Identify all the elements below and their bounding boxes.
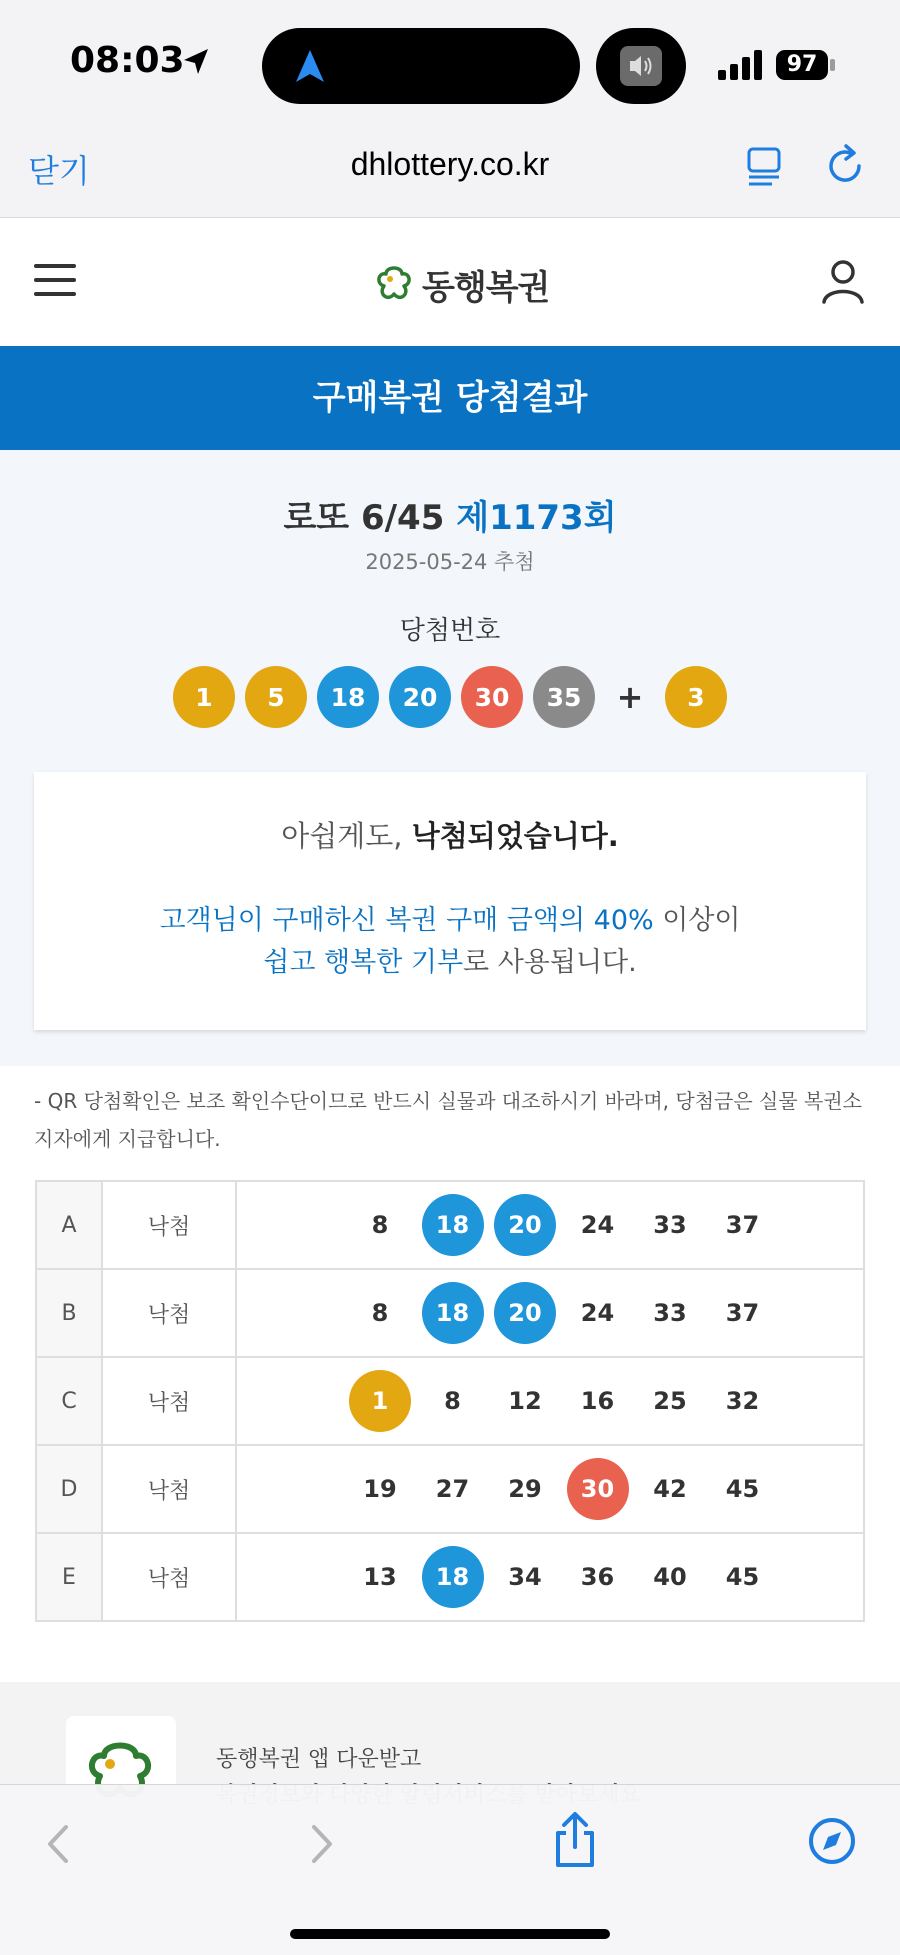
- ticket-number: 34: [508, 1563, 542, 1591]
- number-group: [349, 1370, 863, 1432]
- number-group: [349, 1458, 863, 1520]
- line-numbers: [236, 1445, 864, 1533]
- ticket-table: [35, 1180, 865, 1622]
- game-name: 로또 6/45: [283, 498, 445, 538]
- ticket-number: 32: [725, 1387, 760, 1415]
- menu-icon[interactable]: [34, 262, 76, 298]
- ticket-number: 40: [653, 1563, 687, 1591]
- ticket-number: 16: [580, 1387, 615, 1415]
- ticket-number: 37: [725, 1299, 760, 1327]
- ticket-number: 29: [508, 1475, 542, 1503]
- address-bar[interactable]: dhlottery.co.kr: [350, 146, 550, 182]
- line-label: C: [36, 1357, 102, 1445]
- line-result: 낙첨: [102, 1357, 236, 1445]
- table-row: [36, 1445, 864, 1533]
- clover-logo-icon: [372, 264, 414, 306]
- number-group: [349, 1194, 863, 1256]
- ticket-number: 24: [580, 1299, 615, 1327]
- table-row: [36, 1533, 864, 1621]
- ticket-number: 8: [371, 1211, 389, 1239]
- dynamic-island: [262, 28, 580, 104]
- line-numbers: [236, 1533, 864, 1621]
- matched-number: 20: [494, 1282, 556, 1344]
- reader-icon[interactable]: [746, 146, 784, 186]
- navigation-icon: [292, 48, 328, 84]
- winning-ball: 18: [317, 666, 379, 728]
- matched-number: 18: [422, 1546, 484, 1608]
- ticket-number: 25: [653, 1387, 687, 1415]
- winning-ball: 35: [533, 666, 595, 728]
- forward-icon[interactable]: [306, 1821, 338, 1867]
- winning-numbers-label: 당첨번호: [399, 616, 501, 646]
- line-numbers: [236, 1181, 864, 1269]
- donation-highlight-2: 쉽고 행복한 기부: [263, 947, 464, 978]
- donation-text-2: 로 사용됩니다.: [463, 947, 637, 978]
- line-result: 낙첨: [102, 1445, 236, 1533]
- battery-tip: [830, 59, 835, 71]
- winning-ball: 20: [389, 666, 451, 728]
- line-result: 낙첨: [102, 1269, 236, 1357]
- donation-line-2: [34, 940, 866, 979]
- share-icon[interactable]: [552, 1811, 598, 1869]
- site-logo[interactable]: [372, 260, 549, 309]
- line-numbers: [236, 1269, 864, 1357]
- compass-icon[interactable]: [808, 1817, 856, 1865]
- status-bar: [0, 0, 900, 130]
- ticket-number: 12: [508, 1387, 542, 1415]
- donation-highlight-1: 고객님이 구매하신 복권 구매 금액의 40%: [159, 905, 654, 936]
- speaker-icon: [620, 46, 662, 86]
- promo-title: 동행복권 앱 다운받고: [216, 1747, 422, 1772]
- donation-text-1: 이상이: [653, 905, 741, 936]
- location-arrow-icon: [180, 46, 212, 78]
- ticket-number: 8: [444, 1387, 461, 1415]
- matched-number: 1: [349, 1370, 411, 1432]
- ticket-number: 33: [653, 1299, 687, 1327]
- draw-title: [0, 490, 900, 539]
- home-indicator: [290, 1929, 610, 1939]
- logo-text: 동행복권: [422, 268, 550, 308]
- result-notice-card: [34, 772, 866, 1030]
- table-row: [36, 1357, 864, 1445]
- ticket-number: 45: [725, 1563, 760, 1591]
- browser-bottom-toolbar: [0, 1784, 900, 1955]
- signal-icon: [718, 50, 766, 80]
- matched-number: 18: [422, 1194, 484, 1256]
- qr-notice: - QR 당첨확인은 보조 확인수단이므로 반드시 실물과 대조하시기 바라며, 당첨금은 실물 복권소지자에게 지급합니다.: [34, 1089, 862, 1151]
- winning-numbers: [0, 666, 900, 728]
- ticket-number: 8: [371, 1299, 389, 1327]
- table-row: [36, 1181, 864, 1269]
- miss-message: [34, 814, 866, 855]
- bonus-plus: +: [616, 678, 644, 716]
- ticket-number: 36: [580, 1563, 615, 1591]
- ticket-number: 33: [653, 1211, 687, 1239]
- line-result: 낙첨: [102, 1533, 236, 1621]
- audio-indicator: [596, 28, 686, 104]
- ticket-number: 27: [435, 1475, 470, 1503]
- ticket-number: 42: [653, 1475, 687, 1503]
- line-label: D: [36, 1445, 102, 1533]
- site-header: [0, 218, 900, 346]
- miss-bold: 낙첨되었습니다.: [411, 819, 619, 853]
- ticket-number: 13: [363, 1563, 397, 1591]
- winning-ball: 30: [461, 666, 523, 728]
- donation-line-1: [34, 898, 866, 937]
- ticket-number: 24: [580, 1211, 615, 1239]
- matched-number: 18: [422, 1282, 484, 1344]
- status-time: 08:03: [70, 40, 185, 81]
- number-group: [349, 1282, 863, 1344]
- ticket-number: 19: [363, 1475, 397, 1503]
- line-label: A: [36, 1181, 102, 1269]
- bonus-ball: 3: [665, 666, 727, 728]
- back-icon[interactable]: [42, 1821, 74, 1867]
- winning-ball: 5: [245, 666, 307, 728]
- draw-result-section: [0, 450, 900, 1066]
- ticket-number: 45: [725, 1475, 760, 1503]
- close-button[interactable]: 닫기: [28, 152, 90, 190]
- page-title: 구매복권 당첨결과: [0, 346, 900, 450]
- matched-number: 30: [567, 1458, 629, 1520]
- line-label: E: [36, 1533, 102, 1621]
- matched-number: 20: [494, 1194, 556, 1256]
- line-result: 낙첨: [102, 1181, 236, 1269]
- ticket-number: 37: [725, 1211, 760, 1239]
- miss-prefix: 아쉽게도,: [281, 819, 412, 853]
- draw-round: 제1173회: [456, 498, 617, 538]
- table-row: [36, 1269, 864, 1357]
- reload-icon[interactable]: [826, 144, 866, 186]
- browser-top-bar: [0, 130, 900, 218]
- line-label: B: [36, 1269, 102, 1357]
- draw-date: 2025-05-24 추첨: [365, 550, 535, 574]
- line-numbers: [236, 1357, 864, 1445]
- user-icon[interactable]: [820, 258, 866, 304]
- winning-ball: 1: [173, 666, 235, 728]
- number-group: [349, 1546, 863, 1608]
- battery-icon: 97: [776, 50, 828, 80]
